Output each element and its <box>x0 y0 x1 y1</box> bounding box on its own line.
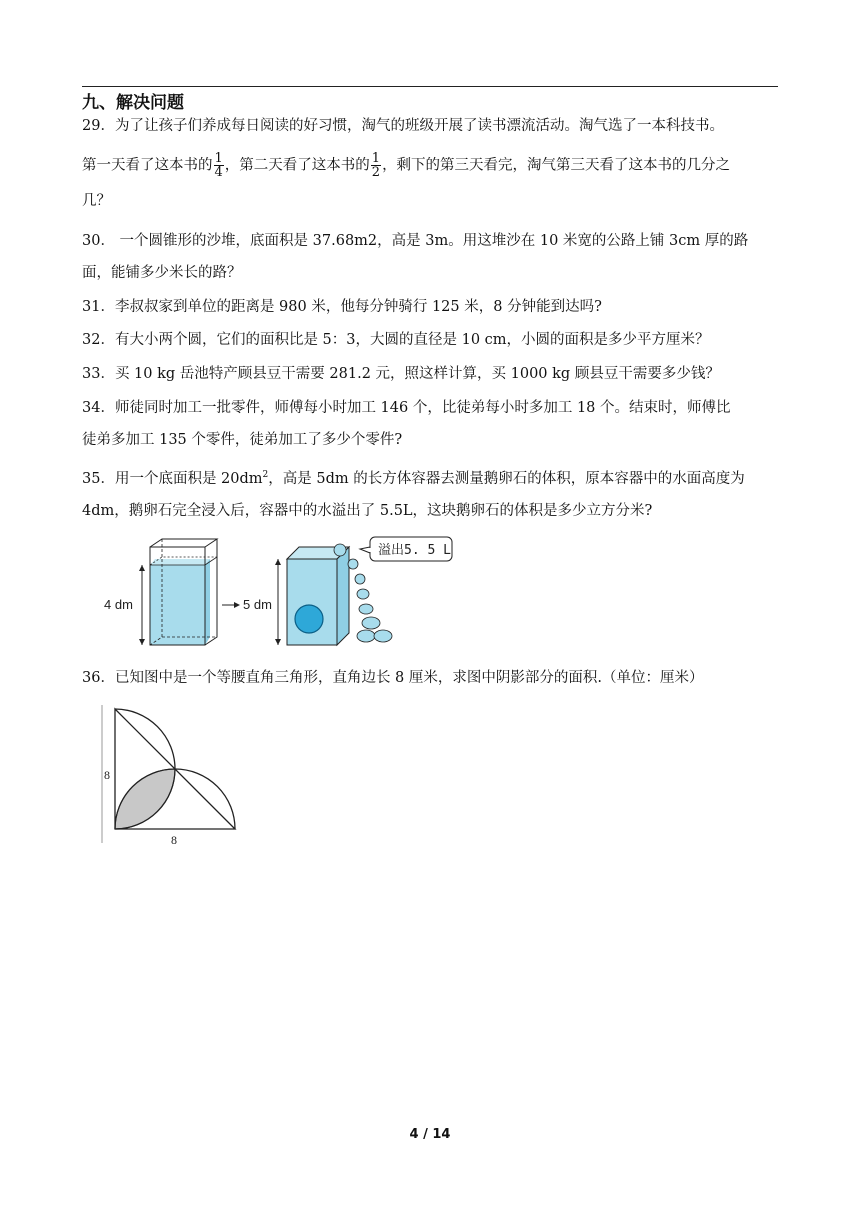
top-rule <box>82 86 778 87</box>
q34-line2: 徒弟多加工 135 个零件，徒弟加工了多少个零件? <box>82 432 403 448</box>
bottom-label: 8 <box>171 833 177 847</box>
question-35 <box>82 465 782 521</box>
question-36 <box>82 668 782 688</box>
stone-icon <box>295 605 323 633</box>
q32-line1: 32．有大小两个圆，它们的面积比是 5：3，大圆的直径是 10 cm，小圆的面积是多少平方厘米？ <box>82 332 710 348</box>
q33-line1: 33．买 10 kg 岳池特产顾县豆干需要 281.2 元，照这样计算，买 1000 kg 顾县豆干需要多少钱？ <box>82 366 720 382</box>
q34-line1: 34．师徒同时加工一批零件，师傅每小时加工 146 个，比徒弟每小时多加工 18 个。结束时，师傅比 <box>82 400 731 416</box>
q31-line1: 31．李叔叔家到单位的距离是 980 米，他每分钟骑行 125 米，8 分钟能到达吗? <box>82 299 602 315</box>
q36-line1: 36．已知图中是一个等腰直角三角形，直角边长 8 厘米，求图中阴影部分的面积.（单位：厘米） <box>82 670 704 686</box>
container-figure <box>104 537 460 652</box>
left-label: 4 dm <box>104 597 133 612</box>
fraction-one-quarter: $\frac{1}{4}$ <box>214 151 223 180</box>
question-31 <box>82 297 782 317</box>
question-29 <box>82 116 782 211</box>
question-30 <box>82 231 782 283</box>
q29-line1: 29．为了让孩子们养成每日阅读的好习惯，淘气的班级开展了读书漂流活动。淘气选了一本科技书。 <box>82 118 724 134</box>
section-title: 九、解决问题 <box>82 93 184 113</box>
right-container <box>287 547 349 645</box>
q29-line2: 第一天看了这本书的 $\frac{1}{4}$ ，第二天看了这本书的 $\frac{1}{2}$ ，剩下的第三天看完，淘气第三天看了这本书的几分之 <box>82 151 731 180</box>
left-container <box>104 539 217 645</box>
page-number: 4 / 14 <box>409 1127 451 1142</box>
q35-line2: 4dm，鹅卵石完全浸入后，容器中的水溢出了 5.5L，这块鹅卵石的体积是多少立方分米? <box>82 502 653 519</box>
left-water <box>150 565 205 645</box>
question-33 <box>82 364 782 384</box>
callout-text: 溢出5. 5 L <box>378 543 451 558</box>
shaded-region <box>115 769 175 829</box>
question-34 <box>82 398 782 450</box>
overflow-callout <box>360 537 452 561</box>
q30-line1: 30． 一个圆锥形的沙堆，底面积是 37.68m2，高是 3m。用这堆沙在 10 米宽的公路上铺 3cm 厚的路 <box>82 233 749 249</box>
right-label: 5 dm <box>243 597 272 612</box>
question-32 <box>82 330 782 350</box>
q30-line2: 面，能铺多少米长的路？ <box>82 265 242 281</box>
fraction-one-half: $\frac{1}{2}$ <box>371 151 381 180</box>
q35-line1: 35．用一个底面积是 $20dm^2$，高是 5dm 的长方体容器去测量鹅卵石的体积，原本容器中的水面高度为 <box>82 470 745 487</box>
triangle-figure <box>96 703 246 848</box>
side-label: 8 <box>104 768 110 782</box>
q29-line3: 几？ <box>82 193 111 209</box>
